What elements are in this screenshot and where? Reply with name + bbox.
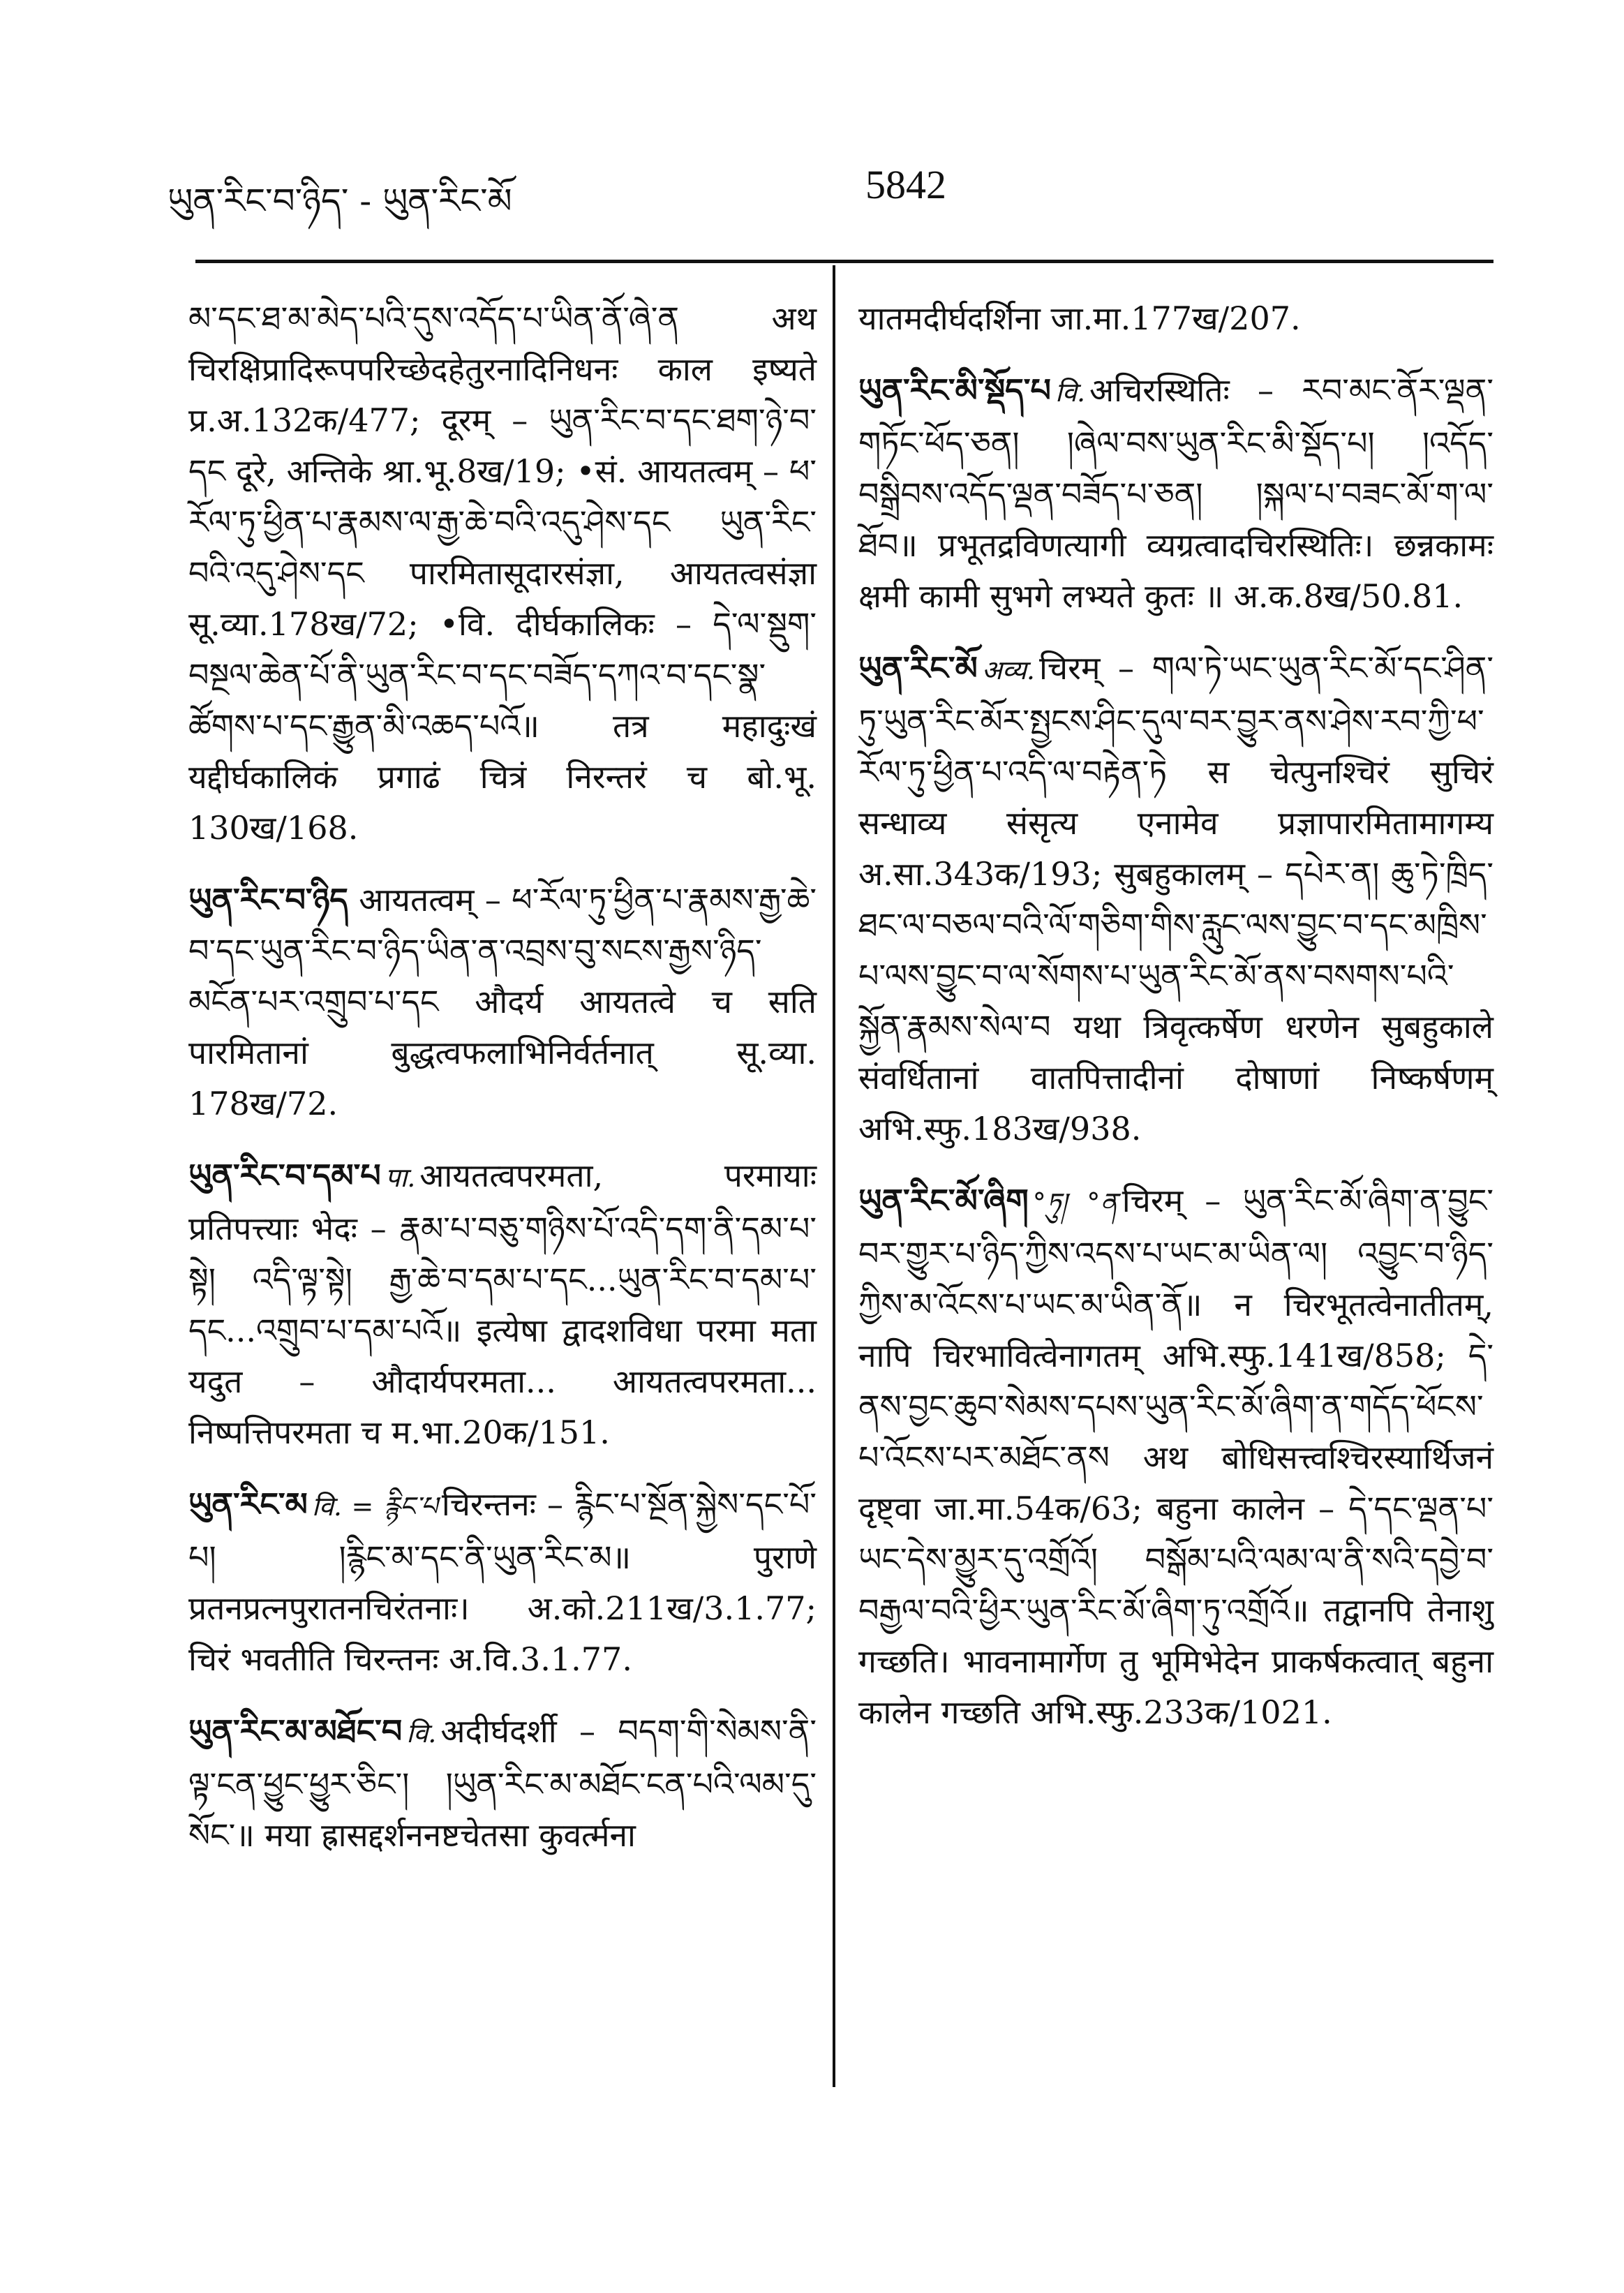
dictionary-entry xyxy=(858,1175,1493,1738)
dictionary-entry xyxy=(858,293,1493,344)
page-number: 5842 xyxy=(865,162,946,207)
entry-text: चिरन्तनः – རྙིང་པ་སྔོན་སྐྱེས་དང་པོ་པ། །རྙིང་མ་དང་ནི་ཡུན་རིང་མ॥ पुराणे प्रतनप्रत्नपुरातनचिरंतनाः। अ.को.211ख/3.1.77; चिरं भवतीति चिरन्तनः अ.वि.3.1.77. xyxy=(188,1485,817,1678)
entry-headword: ཡུན་རིང་མ་མཐོང་བ xyxy=(188,1712,403,1750)
entry-text: अचिरस्थितिः – རབ་མང་ནོར་ལྡན་གཏོང་ཕོད་ཅན། །ཞེལ་བས་ཡུན་རིང་མི་སྡོད་པ། །འདོད་བསྒྲིབས་འདོད་ལྡན་བཟོད་པ་ཅན། །སྐལ་པ་བཟང་མོ་ག་ལ་ཐོབ॥ प्रभूतद्रविणत्यागी व्यग्रत्वादचिरस्थितिः। छन्नकामः क्षमी कामी सुभगे लभ्यते कुतः ॥ अ.क.8ख/50.81. xyxy=(858,371,1493,615)
entry-text: चिरम् – གལ་ཏེ་ཡང་ཡུན་རིང་མོ་དང་ཤིན་ཏུ་ཡུན་རིང་མོར་སྤྱངས་ཤིང་དུལ་བར་བྱུར་ནས་ཤེས་རབ་ཀྱི་ཕ་རོལ་ཏུ་ཕྱིན་པ་འདི་ལ་བརྟེན་ཏེ स चेत्पुनश्चिरं सुचिरं सन्धाव्य संसृत्य एनामेव प्रज्ञापारमितामागम्य अ.सा.343क/193; सुबहुकालम् – དཔེར་ན། ཆུ་ཏེ་ཁྲིད་ཐང་ལ་བཅལ་བའི་ལོ་གཅིག་གིས་རླུང་ལས་བྱུང་བ་དང་མཁྲིས་པ་ལས་བྱུང་བ་ལ་སོགས་པ་ཡུན་རིང་མོ་ནས་བསགས་པའི་སྐྱོན་རྣམས་སེལ་བ यथा त्रिवृत्कर्षेण धरणेन सुबहुकाले संवर्धितानां वातपित्तादीनां दोषाणां निष्कर्षणम् अभि.स्फु.183ख/938. xyxy=(858,649,1493,1148)
entry-grammar: वि. xyxy=(1055,377,1086,408)
entry-text: अदीर्घदर्शी – བདག་གི་སེམས་ནི་ལྟ་ངན་ཕྱུང་ཕྱུར་ཅིང་། །ཡུན་རིང་མ་མཐོང་ངན་པའི་ལམ་དུ་སོང་॥ मया ह्रासद्दर्शननष्टचेतसा कुवर्त्मना xyxy=(188,1712,817,1854)
dictionary-entry xyxy=(188,875,817,1129)
left-column xyxy=(188,293,817,1882)
entry-text: यातमदीर्घदर्शिना जा.मा.177ख/207. xyxy=(858,299,1301,337)
entry-grammar: वि. = རྙིང་པ xyxy=(311,1491,438,1522)
entry-text: आयतत्वपरमता, परमायाः प्रतिपत्त्याः भेदः – རྣམ་པ་བཅུ་གཉིས་པོ་འདི་དག་ནི་དམ་པ་སྟེ། འདི་ལྟ་སྟེ། རྒྱ་ཆེ་བ་དམ་པ་དང...ཡུན་རིང་བ་དམ་པ་དང...འགྲུབ་པ་དམ་པའོ॥ इत्येषा द्वादशविधा परमा मता यदुत – औदार्यपरमता... आयतत्वपरमता... निष्पत्तिपरमता च म.भा.20क/151. xyxy=(188,1157,817,1451)
dictionary-entry xyxy=(188,1479,817,1685)
page-header xyxy=(167,157,1480,220)
dictionary-entry xyxy=(858,365,1493,622)
entry-text: आयतत्वम् – ཕ་རོལ་ཏུ་ཕྱིན་པ་རྣམས་རྒྱ་ཆེ་བ་དང་ཡུན་རིང་བ་ཉིད་ཡིན་ན་འབྲས་བུ་སངས་རྒྱས་ཉིད་མངོན་པར་འགྲུབ་པ་དང औदर्य आयतत्वे च सति पारमितानां बुद्धत्वफलाभिनिर्वर्तनात् सू.व्या. 178ख/72. xyxy=(188,881,817,1122)
entry-headword: ཡུན་རིང་མི་སྡོད་པ xyxy=(858,371,1051,409)
dictionary-entry xyxy=(188,1706,817,1861)
header-rule xyxy=(195,260,1493,263)
dictionary-entry xyxy=(188,293,817,854)
guide-words: ཡུན་རིང་བ་ཉིད་ - ཡུན་རིང་མོ xyxy=(167,181,512,221)
entry-grammar: °ཏུ། °ན xyxy=(1032,1187,1118,1218)
entry-headword: ཡུན་རིང་བ་དམ་པ xyxy=(188,1157,381,1194)
entry-headword: ཡུན་རིང་མ xyxy=(188,1485,308,1523)
entry-grammar: पा. xyxy=(385,1162,416,1193)
entry-text: चिरम् – ཡུན་རིང་མོ་ཞིག་ན་བྱུང་བར་གྱུར་པ་ཉིད་ཀྱིས་འདས་པ་ཡང་མ་ཡིན་ལ། འབྱུང་བ་ཉིད་ཀྱིས་མ་འོངས་པ་ཡང་མ་ཡིན་ནོ॥ न चिरभूतत्वेनातीतम्, नापि चिरभावित्वेनागतम् अभि.स्फु.141ख/858; དེ་ནས་བྱང་ཆུབ་སེམས་དཔས་ཡུན་རིང་མོ་ཞིག་ན་གདོད་ཕོངས་པ་འོངས་པར་མཐོང་ནས अथ बोधिसत्त्वश्चिरस्यार्थिजनं दृष्ट्वा जा.मा.54क/63; बहुना कालेन – དེ་དང་ལྡན་པ་ཡང་དེས་མྱུར་དུ་འགྲོའོ། བསྒོམ་པའི་ལམ་ལ་ནི་སའི་དབྱེ་བ་བརྒྱལ་བའི་ཕྱིར་ཡུན་རིང་མོ་ཞིག་ཏུ་འགྲོའོ॥ तद्वानपि तेनाशु गच्छति। भावनामार्गेण तु भूमिभेदेन प्राकर्षकत्वात् बहुना कालेन गच्छति अभि.स्फु.233क/1021. xyxy=(858,1182,1493,1731)
entry-headword: ཡུན་རིང་མོ་ཞིག xyxy=(858,1182,1029,1219)
entry-text: མ་དང་ཐ་མ་མེད་པའི་དུས་འདོད་པ་ཡིན་ནོ་ཞེ་ན अथ चिरक्षिप्रादिरूपपरिच्छेदहेतुरनादिनिधनः काल इष्यते प्र.अ.132क/477; दूरम् – ཡུན་རིང་བ་དང་ཐག་ཉེ་བ་དང दूरे, अन्तिके श्रा.भू.8ख/19; •सं. आयतत्वम् – ཕ་རོལ་ཏུ་ཕྱིན་པ་རྣམས་ལ་རྒྱ་ཆེ་བའི་འདུ་ཤེས་དང ཡུན་རིང་བའི་འདུ་ཤེས་དང पारमितासूदारसंज्ञा, आयतत्वसंज्ञा सू.व्या.178ख/72; •वि. दीर्घकालिकः – དེ་ལ་སྡུག་བསྔལ་ཆེན་པོ་ནི་ཡུན་རིང་བ་དང་བཟོད་དཀའ་བ་དང་སྣ་ཚོགས་པ་དང་རྒྱུན་མི་འཆད་པའོ॥ तत्र महादुःखं यद्दीर्घकालिकं प्रगाढं चित्रं निरन्तरं च बो.भू. 130ख/168. xyxy=(188,299,817,847)
dictionary-entry xyxy=(188,1150,817,1458)
right-column xyxy=(858,293,1493,1759)
entry-headword: ཡུན་རིང་བ་ཉིད xyxy=(188,881,348,919)
entry-grammar: वि. xyxy=(406,1718,437,1749)
dictionary-entry xyxy=(858,643,1493,1155)
entry-headword: ཡུན་རིང་མོ xyxy=(858,649,978,687)
entry-grammar: अव्य. xyxy=(981,655,1036,685)
column-divider xyxy=(833,265,835,2087)
